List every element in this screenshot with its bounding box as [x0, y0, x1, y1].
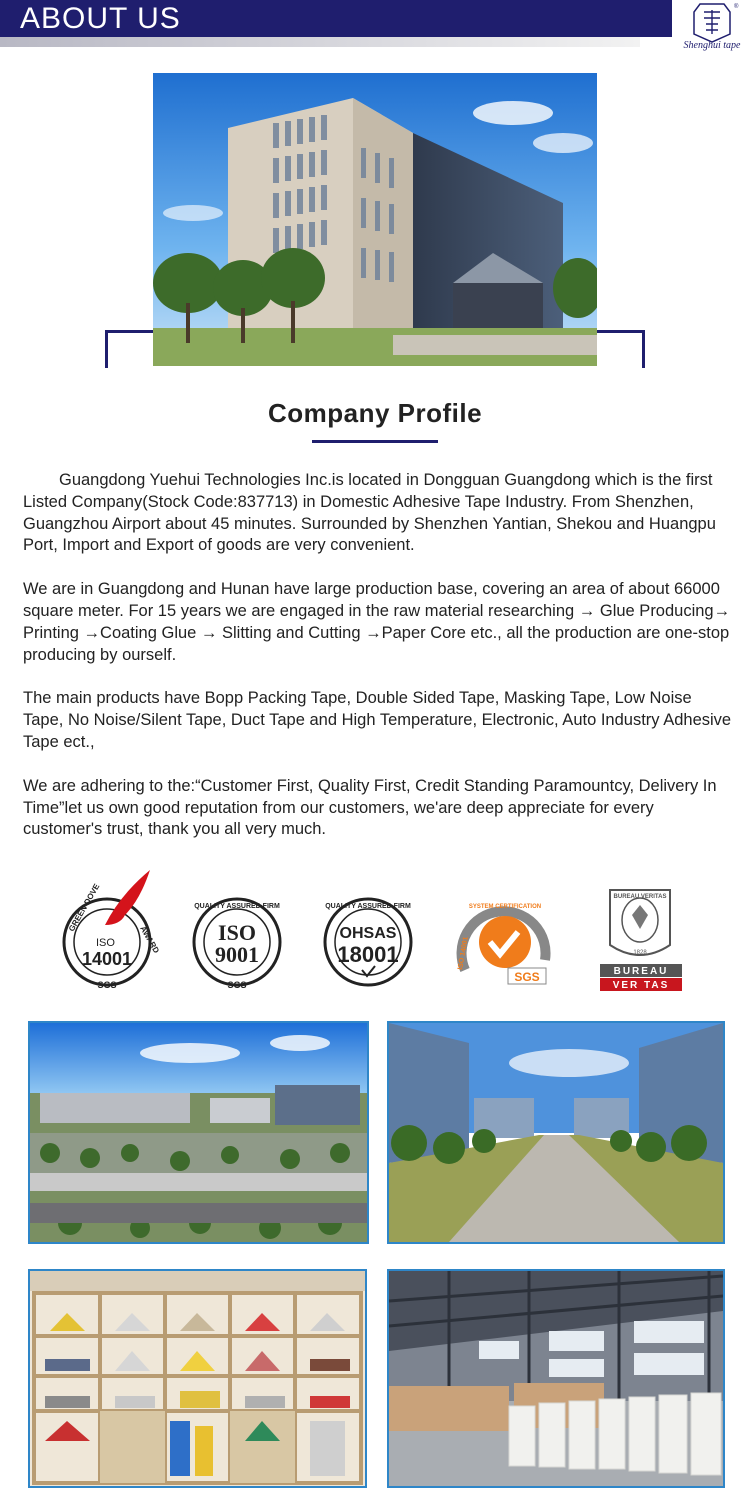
logo-text: Shenghui tape: [683, 40, 741, 51]
ohsas-number: 18001: [337, 942, 399, 967]
certifications-row: [0, 870, 750, 1000]
iso14001-top: ISO: [96, 937, 115, 949]
bv-ring: BUREAU VERITAS: [613, 894, 667, 900]
paragraph-products: The main products have Bopp Packing Tape, Double Sided Tape, Masking Tape, Low Noise Tape, No Noise/Silent Tape, Duct Tape and High Temperature, Electronic, Auto Industry Adhesive Tape ect.,: [23, 689, 732, 751]
iso14001-number: 14001: [81, 949, 133, 969]
profile-heading: Company Profile: [267, 398, 483, 428]
sgs-cert-badge: [457, 904, 546, 984]
bv-year: 1828: [633, 950, 647, 956]
iso14001-issuer: SGS: [97, 980, 117, 990]
bv-line2: VER TAS: [612, 980, 670, 991]
page-title: ABOUT US: [20, 2, 181, 35]
company-building-image: [153, 73, 597, 366]
iso14001-ring-left: GREEN DOVE: [66, 882, 102, 933]
profile-text: [23, 470, 733, 863]
iso14001-ring-right: AWARD: [138, 924, 161, 955]
sgs-ring: SYSTEM CERTIFICATION: [468, 904, 542, 910]
header-bar: [0, 0, 672, 37]
header-shadow: [0, 37, 640, 47]
warehouse-photo: [387, 1269, 725, 1488]
ohsas-top: OHSAS: [339, 925, 397, 942]
sgs-side: ISO 14001: [457, 936, 470, 971]
iso9001-cert-badge: [194, 899, 280, 990]
paragraph-values: We are adhering to the:“Customer First, Quality First, Credit Standing Paramountcy, Delivery In Time”let us own good reputation from our customers, we'are deep appreciate for every customer's trust, thank you all very much.: [23, 776, 717, 839]
ohsas-cert-badge: [325, 899, 411, 985]
svg-text:®: ®: [734, 4, 739, 10]
paragraph-production: We are in Guangdong and Hunan have large production base, covering an area of about 66000 square meter. For 15 years we are engaged in the raw material researching → Glue Producing→ Printing →Coating Glue → Slitting and Cutting →Paper Core etc., all the production are one-stop producing by ourself.: [23, 580, 731, 664]
ohsas-ring: QUALITY ASSURED FIRM: [325, 903, 411, 910]
iso14001-cert-badge: [64, 870, 161, 990]
showroom-photo: [28, 1269, 367, 1488]
paragraph-intro: Guangdong Yuehui Technologies Inc.is located in Dongguan Guangdong which is the first Listed Company(Stock Code:837713) in Domestic Adhesive Tape Industry. From Shenzhen, Guangzhou Airport about 45 minutes. Surrounded by Shenzhen Yantian, Shekou and Huangpu Port, Import and Export of goods are very convenient.: [23, 471, 716, 555]
factory-road-photo: [387, 1021, 725, 1244]
heading-underline: [312, 440, 438, 443]
factory-aerial-photo: [28, 1021, 369, 1244]
iso9001-top: ISO: [218, 920, 256, 945]
iso9001-ring: QUALITY ASSURED FIRM: [194, 903, 280, 910]
iso9001-number: 9001: [215, 942, 259, 967]
header: [0, 0, 750, 50]
bureau-veritas-badge: [600, 890, 682, 991]
sgs-issuer: SGS: [514, 970, 540, 984]
bv-line1: BUREAU: [613, 966, 669, 977]
iso9001-issuer: SGS: [227, 980, 247, 990]
